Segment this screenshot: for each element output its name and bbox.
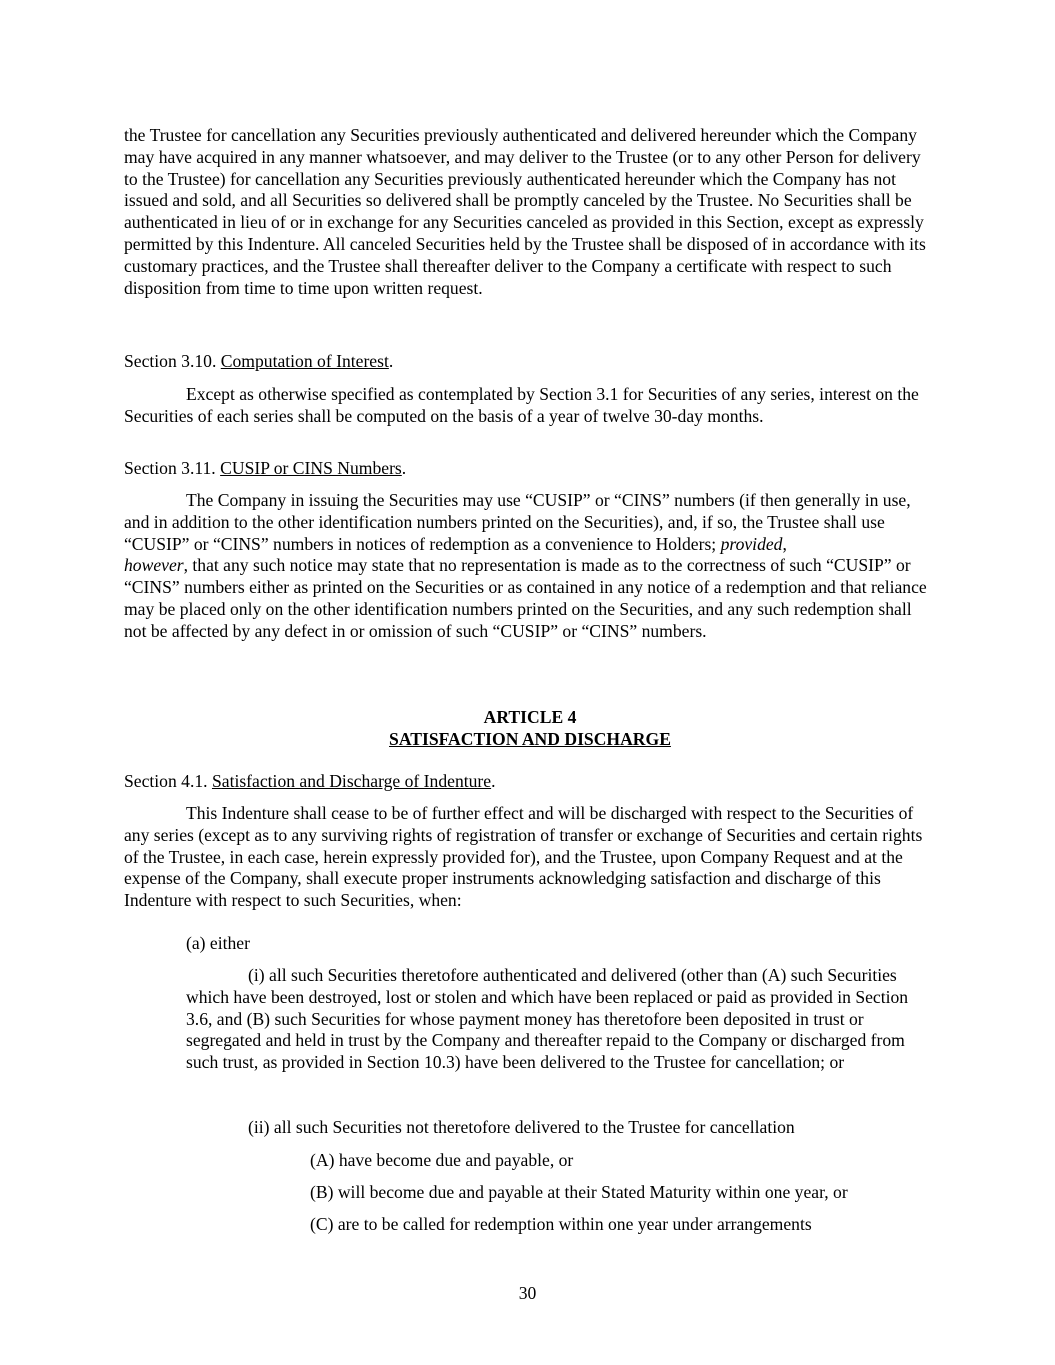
section-3-10-body: Except as otherwise specified as contemplated by Section 3.1 for Securities of any series, interest on the Securities of each series shall be computed on the basis of a year of twelve 30-day months. [124,384,919,426]
section-4-1-body: This Indenture shall cease to be of further effect and will be discharged with respect to the Securities of any series (except as to any surviving rights of registration of transfer or exchange of Securities and certain rights of the Trustee, in each case, herein expressly provided for), and the Trustee, upon Company Request and at the expense of the Company, shall execute proper instruments acknowledging satisfaction and discharge of this Indenture with respect to such Securities, when: [124,803,923,911]
intro-paragraph: the Trustee for cancellation any Securities previously authenticated and delivered hereunder which the Company may have acquired in any manner whatsoever, and may deliver to the Trustee (or to any other Person for delivery to the Trustee) for cancellation any Securities previously authenticated hereunder which the Company has not issued and sold, and all Securities so delivered shall be promptly canceled by the Trustee. No Securities shall be authenticated in lieu of or in exchange for any Securities canceled as provided in this Section, except as expressly permitted by this Indenture. All canceled Securities held by the Trustee shall be disposed of in accordance with its customary practices, and the Trustee shall thereafter deliver to the Company a certificate with respect to such disposition from time to time upon written request. [124,125,926,298]
page-number: 30 [518,1283,537,1303]
clause-B: (B) will become due and payable at their Stated Maturity within one year, or [310,1182,848,1202]
section-3-11-heading: Section 3.11. CUSIP or CINS Numbers. [124,458,407,478]
section-number: Section 4.1. [124,771,208,791]
section-4-1-heading: Section 4.1. Satisfaction and Discharge of Indenture. [124,771,496,791]
section-title: Satisfaction and Discharge of Indenture [211,771,492,791]
section-3-10-heading: Section 3.10. Computation of Interest. [124,351,394,371]
section-number: Section 3.11. [124,458,216,478]
article-label: ARTICLE 4 [483,707,577,727]
section-title: CUSIP or CINS Numbers [220,458,402,478]
article-heading [124,707,936,751]
article-title: SATISFACTION AND DISCHARGE [389,728,671,749]
clause-i: (i) all such Securities theretofore authenticated and delivered (other than (A) such Securities which have been destroyed, lost or stolen and which have been replaced or paid as provided in Section 3.6, and (B) such Securities for whose payment money has theretofore been deposited in trust or segregated and held in trust by the Company and thereafter repaid to the Company or discharged from such trust, as provided in Section 10.3) have been delivered to the Trustee for cancellation; or [186,965,909,1073]
section-number: Section 3.10. [124,351,217,371]
clause-a: (a) either [186,933,250,953]
clause-C: (C) are to be called for redemption within one year under arrangements [310,1214,812,1234]
clause-ii: (ii) all such Securities not theretofore delivered to the Trustee for cancellation [248,1117,795,1137]
clause-A: (A) have become due and payable, or [310,1150,574,1170]
section-3-11-body: The Company in issuing the Securities may use “CUSIP” or “CINS” numbers (if then generally in use, and in addition to the other identification numbers printed on the Securities), and, if so, the Trustee shall use “CUSIP” or “CINS” numbers in notices of redemption as a convenience to Holders; provided, however, that any such notice may state that no representation is made as to the correctness of such “CUSIP” or “CINS” numbers either as printed on the Securities or as contained in any notice of a redemption and that reliance may be placed only on the other identification numbers printed on the Securities, and any such redemption shall not be affected by any defect in or omission of such “CUSIP” or “CINS” numbers. [124,490,927,641]
section-title: Computation of Interest [220,351,389,371]
